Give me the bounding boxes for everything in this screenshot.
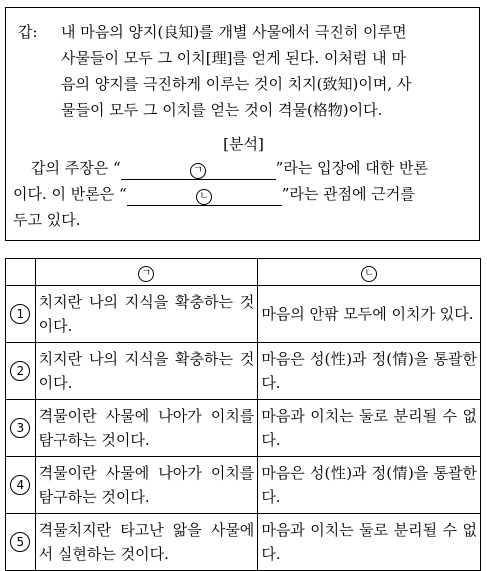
header-a — [35, 259, 258, 286]
analysis-line-2-suffix: ”라는 관점에 근거를 — [281, 185, 415, 203]
passage-line: 물들이 모두 그 이치를 얻는 것이 격물(格物)이다. — [61, 101, 383, 119]
choice-b-cell — [258, 457, 481, 514]
choice-a-cell — [35, 400, 258, 457]
choice-row[interactable] — [6, 343, 481, 400]
choice-number-cell[interactable] — [6, 343, 36, 400]
choice-number[interactable]: 3 — [10, 418, 30, 438]
choice-row[interactable] — [6, 514, 481, 571]
choice-a-text: 격물이란 사물에 나아가 이치를 탐구하는 것이다. — [38, 464, 255, 506]
choice-b-cell — [258, 343, 481, 400]
choice-number-cell[interactable] — [6, 514, 36, 571]
choice-b-cell — [258, 400, 481, 457]
header-b — [258, 259, 481, 286]
analysis-line-1-suffix: ”라는 입장에 대한 반론 — [275, 159, 429, 177]
choice-number-cell[interactable] — [6, 457, 36, 514]
choice-b-cell — [258, 286, 481, 343]
choice-number[interactable]: 2 — [10, 361, 30, 381]
passage-line: 음의 양지를 극진하게 이루는 것이 치지(致知)이며, 사 — [61, 75, 412, 93]
choice-a-text: 격물치지란 타고난 앎을 사물에서 실현하는 것이다. — [38, 521, 255, 563]
passage-line: 내 마음의 양지(良知)를 개별 사물에서 극진히 이루면 — [61, 23, 407, 41]
blank-b — [127, 186, 282, 206]
choice-b-text: 마음과 이치는 둘로 분리될 수 없다. — [261, 407, 477, 449]
speaker-label: 갑: — [18, 23, 38, 41]
choice-b-text: 마음의 안팎 모두에 이치가 있다. — [261, 305, 474, 323]
choice-number-cell[interactable] — [6, 400, 36, 457]
choice-a-cell — [35, 343, 258, 400]
choice-a-cell — [35, 286, 258, 343]
analysis-line-3: 두고 있다. — [13, 211, 81, 229]
choice-row[interactable] — [6, 286, 481, 343]
blank-a — [121, 160, 276, 180]
choice-b-text: 마음은 성(性)과 정(情)을 통괄한다. — [261, 464, 477, 506]
header-b-marker: ㄴ — [361, 266, 377, 282]
choice-number[interactable]: 4 — [10, 475, 30, 495]
choice-row[interactable] — [6, 400, 481, 457]
marker-b: ㄴ — [196, 189, 212, 205]
analysis-line-1-prefix: 갑의 주장은 “ — [31, 159, 121, 177]
choice-number[interactable]: 5 — [10, 532, 30, 552]
choice-a-text: 치지란 나의 지식을 확충하는 것이다. — [38, 293, 255, 335]
analysis-line-2-prefix: 이다. 이 반론은 “ — [13, 185, 127, 203]
choice-a-cell — [35, 514, 258, 571]
passage-box — [5, 7, 480, 241]
choice-b-cell — [258, 514, 481, 571]
header-empty-cell — [6, 259, 36, 286]
analysis-line-1 — [31, 158, 428, 180]
header-a-marker: ㄱ — [138, 266, 154, 282]
choice-number[interactable]: 1 — [10, 304, 30, 324]
answer-choices-table — [5, 258, 481, 571]
choice-a-text: 치지란 나의 지식을 확충하는 것이다. — [38, 350, 255, 392]
passage-line: 사물들이 모두 그 이치[理]를 얻게 된다. 이처럼 내 마 — [61, 49, 406, 67]
choice-b-text: 마음은 성(性)과 정(情)을 통괄한다. — [261, 350, 477, 392]
choice-a-text: 격물이란 사물에 나아가 이치를 탐구하는 것이다. — [38, 407, 255, 449]
marker-a: ㄱ — [190, 163, 206, 179]
choice-row[interactable] — [6, 457, 481, 514]
table-header-row — [6, 259, 481, 286]
choice-a-cell — [35, 457, 258, 514]
analysis-line-2 — [13, 184, 415, 206]
analysis-title: [분석] — [223, 135, 264, 153]
choice-b-text: 마음과 이치는 둘로 분리될 수 없다. — [261, 521, 477, 563]
choice-number-cell[interactable] — [6, 286, 36, 343]
